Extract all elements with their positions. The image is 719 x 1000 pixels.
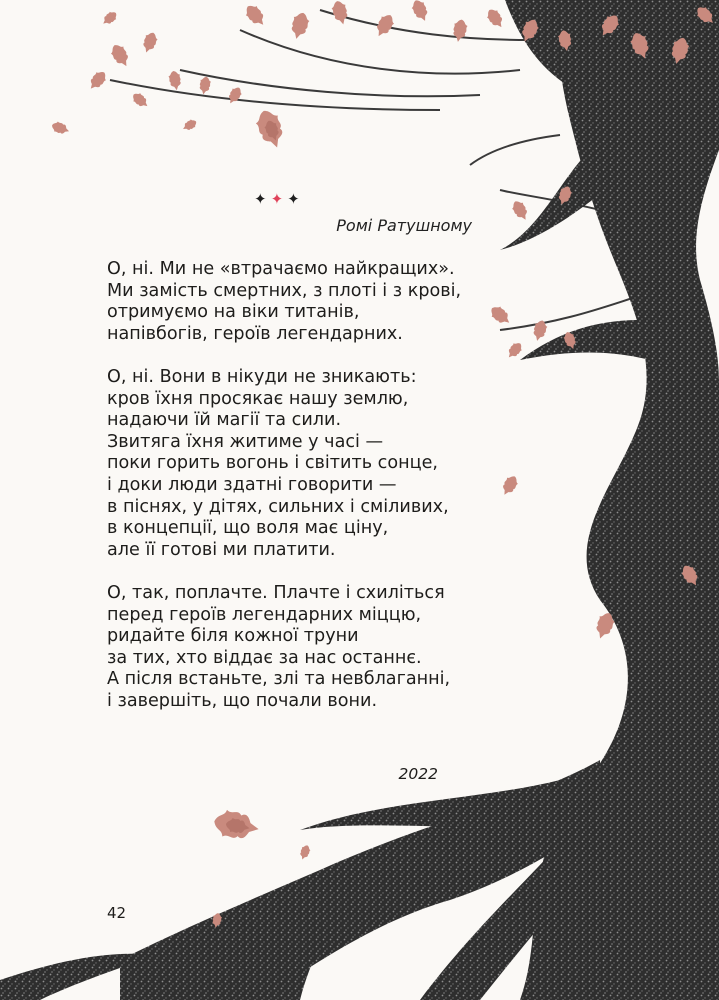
- stanza-2: [107, 367, 507, 561]
- poem-line: отримуємо на віки титанів,: [107, 302, 360, 323]
- star-icon-left: ✦: [254, 190, 271, 208]
- star-icon-center: ✦: [270, 190, 288, 208]
- dedication: Ромі Ратушному: [336, 216, 472, 235]
- section-ornament: [254, 189, 304, 209]
- stanza-3: [107, 583, 507, 713]
- poem-line: в піснях, у дітях, сильних і сміливих,: [107, 496, 449, 517]
- poem-line: кров їхня просякає нашу землю,: [107, 388, 409, 409]
- poem: [107, 259, 507, 734]
- stanza-1: [107, 259, 507, 345]
- poem-line: перед героїв легендарних міццю,: [107, 604, 422, 625]
- poem-line: ридайте біля кожної труни: [107, 626, 359, 647]
- poem-line: напівбогів, героїв легендарних.: [107, 323, 403, 344]
- poem-line: надаючи їй магії та сили.: [107, 410, 342, 431]
- poem-year: 2022: [398, 765, 438, 783]
- poem-line: і доки люди здатні говорити —: [107, 474, 397, 495]
- poem-line: в концепції, що воля має ціну,: [107, 518, 389, 539]
- poem-line: Ми замість смертних, з плоті і з крові,: [107, 280, 462, 301]
- poem-line: О, ні. Ми не «втрачаємо найкращих».: [107, 259, 455, 279]
- poem-line: О, ні. Вони в нікуди не зникають:: [107, 366, 417, 387]
- poem-line: О, так, поплачте. Плачте і схиліться: [107, 582, 445, 603]
- poem-line: поки горить вогонь і світить сонце,: [107, 453, 438, 474]
- poem-line: але її готові ми платити.: [107, 539, 336, 560]
- page-number: 42: [107, 904, 127, 922]
- poem-line: Звитяга їхня житиме у часі —: [107, 431, 384, 452]
- poem-line: А після встаньте, злі та невблаганні,: [107, 669, 451, 690]
- poem-line: за тих, хто віддає за нас останнє.: [107, 647, 422, 668]
- star-icon-right: ✦: [287, 190, 304, 208]
- poem-line: і завершіть, що почали вони.: [107, 690, 378, 711]
